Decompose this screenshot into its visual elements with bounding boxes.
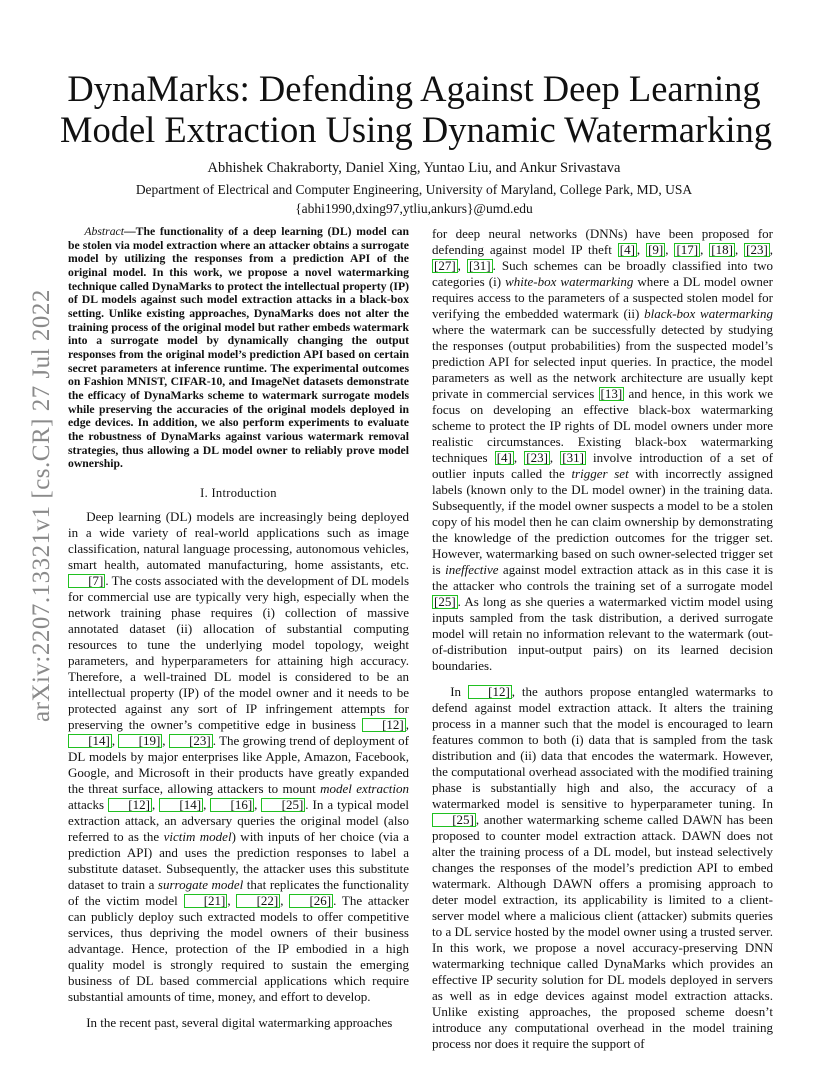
citation-link[interactable]: [14] (159, 798, 203, 812)
citation-link[interactable]: [14] (68, 734, 112, 748)
text-run: . The costs associated with the development of DL models for commercial use are typically very high, especially when the network training phase requires (i) collection of massive annotated dataset (ii) allocation of substantial computing resources to tune the underlying model topology, weight parameters, and hyperparameters for attaining high accuracy. Therefore, a well-trained DL model is considered to be an intellectual property (IP) of the model owner and it needs to be protected against any sort of IP infringement attempts for preserving the owner’s competitive edge in business (68, 572, 409, 732)
citation-link[interactable]: [7] (68, 574, 105, 588)
text-run: . The attacker can publicly deploy such extracted models to offer competitive services, thus depriving the model owners of their business advantage. Hence, protection of the IP embodied in a high quality model is strongly required to sustain the emerging business of DL based commercial applications which require substantial amounts of time, money, and effort to develop. (68, 892, 410, 1004)
title-line-2: Model Extraction Using Dynamic Watermarking (60, 109, 773, 150)
text-run: and hence, in this work we focus on developing an effective black-box watermarking scheme to protect the IP rights of DL model owners under more realistic circumstances. Existing black-box watermarking techniques (432, 386, 773, 465)
title-line-1: DynaMarks: Defending Against Deep Learning (67, 68, 761, 109)
text-run: . As long as she queries a watermarked victim model using inputs sampled from the task distribution, a derived surrogate model will retain no information relevant to the watermark (out-of-distribution input-output pairs) on its learned decision boundaries. (432, 594, 773, 673)
citation-link[interactable]: [25] (432, 813, 476, 827)
text-run: , the authors propose entangled watermarks to defend against model extraction attack. It alters the training process in a manner such that the model is encouraged to learn features common to both (i) data that is sampled from the task distribution and (ii) data that encodes the watermark. However, the computational overhead associated with the modified training phase is substantially high and also, the accuracy of a watermarked model is sensitive to hyperparameter tuning. In (432, 684, 773, 811)
emails: {abhi1990,dxing97,ytliu,ankurs}@umd.edu (295, 201, 533, 216)
citation-link[interactable]: [22] (236, 894, 280, 908)
section-heading: I. Introduction (200, 485, 277, 500)
citation-link[interactable]: [26] (289, 894, 333, 908)
citation-link[interactable]: [31] (562, 450, 584, 465)
right-column (432, 226, 773, 1052)
citation-link[interactable]: [23] (526, 450, 548, 465)
citation-link[interactable]: [9] (648, 242, 664, 257)
citation-link[interactable]: [12] (468, 685, 512, 699)
left-column (68, 225, 409, 1031)
text-run: ) with inputs of her choice (via a prediction API) and uses the prediction responses to label a substitute dataset. Subsequently, the attacker uses this substitute dataset to train a (68, 828, 409, 892)
citation-link[interactable]: [23] (169, 734, 213, 748)
text-run: against model extraction attack as in this case it is the attacker who controls the training set of a surrogate model (432, 562, 774, 593)
citation-link[interactable]: [17] (676, 242, 699, 257)
abstract-text: —The functionality of a deep learning (DL) model can be stolen via model extraction where an attacker obtains a surrogate model by utilizing the responses from a prediction API of the original model. In this work, we propose a novel watermarking technique called DynaMarks to protect the intellectual property (IP) of DL models against such model extraction attacks in a black-box setting. Unlike existing approaches, DynaMarks does not alter the training process of the original model but rather embeds watermark into a surrogate model by dynamically changing the output responses from the original model’s prediction API based on certain secret parameters at inference runtime. The experimental outcomes on Fashion MNIST, CIFAR-10, and ImageNet datasets demonstrate the efficacy of DynaMarks scheme to watermark surrogate models while preserving the accuracies of the original models deployed in edge devices. In addition, we also perform experiments to evaluate the robustness of DynaMarks against various watermark removal strategies, thus allowing a DL model owner to reliably prove model ownership. (68, 225, 409, 471)
citation-link[interactable]: [31] (468, 258, 491, 273)
citation-link[interactable]: [16] (210, 798, 254, 812)
text-run: with incorrectly assigned labels (known only to the DL model owner) in the training data. Subsequently, if the model owner suspects a model to be a stolen copy of his model then he can claim ownership by demonstrating the knowledge of the prediction outcomes for the trigger set. However, watermarking based on such owner-selected trigger set is (432, 466, 773, 577)
citation-link[interactable]: [27] (434, 258, 456, 273)
citation-link[interactable]: [4] (496, 450, 512, 465)
citation-link[interactable]: [12] (108, 798, 152, 812)
citation-link[interactable]: [23] (746, 242, 768, 257)
right-paragraph-1: for deep neural networks (DNNs) have been proposed for defending against model IP theft [4] , [9] , [17] , [18] , [23] , [27] , [31] . Such schemes can be broadly classified into two categories (i) white-box watermarking where a DL model owner requires access to the parameters of a suspected stolen model for verifying the embedded watermark (ii) black-box watermarking where the watermark can be successfully detected by studying the responses (output probabilities) from the suspected model’s prediction API for selected input queries. In practice, the model parameters as well as the network architecture are usually kept private in commercial services [13] and hence, in this work we focus on developing an effective black-box watermarking scheme to protect the IP rights of DL model owners under more realistic circumstances. Existing black-box watermarking techniques [4] , [23] , [31] involve introduction of a set of outlier inputs called the trigger set with incorrectly assigned labels (known only to the DL model owner) in the training data. Subsequently, if the model owner suspects a model to be a stolen copy of his model then he can claim ownership by demonstrating the knowledge of the prediction outcomes for the trigger set. However, watermarking based on such owner-selected trigger set is ineffective against model extraction attack as in this case it is the attacker who controls the training set of a surrogate model [25] . As long as she queries a watermarked victim model using inputs sampled from the task distribution, a derived surrogate model will retain no information relevant to the watermark (out-of-distribution input-output pairs) on its learned decision boundaries. (432, 226, 774, 673)
citation-link[interactable]: [25] (261, 798, 305, 812)
text-run: where a DL model owner requires access to the parameters of a suspected stolen model for verifying the embedded watermark (ii) (432, 274, 773, 321)
emphasis: surrogate model (157, 876, 244, 892)
citation-link[interactable]: [19] (118, 734, 162, 748)
intro-paragraph-1: Deep learning (DL) models are increasingly being deployed in a wide variety of real-world applications such as image classification, natural language processing, autonomous vehicles, smart health, automated manufacturing, home assistants, etc. [7] . The costs associated with the development of DL models for commercial use are typically very high, especially when the network training phase requires (i) collection of massive annotated dataset (ii) allocation of substantial computing resources to tune the underlying model topology, weight parameters, and hyperparameters for attaining high accuracy. Therefore, a well-trained DL model is considered to be an intellectual property (IP) of the model owner and it needs to be protected against any sort of IP infringement attempts for preserving the owner’s competitive edge in business [12] , [14] , [19] , [23] . The growing trend of deployment of DL models by major enterprises like Apple, Amazon, Facebook, Google, and Microsoft in their products have greatly expanded the threat surface, allowing attackers to mount model extraction attacks [12] , [14] , [16] , [25] . In a typical model extraction attack, an adversary queries the original model (also referred to as the victim model) with inputs of her choice (via a prediction API) and uses the prediction responses to label a substitute dataset. Subsequently, the attacker uses this substitute dataset to train a surrogate model that replicates the functionality of the victim model [21] , [22] , [26] . The attacker can publicly deploy such extracted models to offer competitive services, thus depriving the model owners of their business advantage. Hence, protection of the IP embodied in a high quality model is strongly required to sustain the emerging business of DL based commercial applications which require substantial amounts of time, money, and effort to develop. (68, 508, 410, 1004)
citation-link[interactable]: [12] (362, 718, 406, 732)
arxiv-identifier: arXiv:2207.13321v1 [cs.CR] 27 Jul 2022 (28, 289, 55, 722)
text-run: for deep neural networks (DNNs) have been proposed for defending against model IP theft (432, 226, 773, 257)
citation-link[interactable]: [4] (619, 242, 635, 257)
citation-link[interactable]: [21] (184, 894, 228, 908)
citation-link[interactable]: [18] (711, 242, 733, 257)
text-run: . The growing trend of deployment of DL models by major enterprises like Apple, Amazon, Facebook, Google, and Microsoft in their products have greatly expanded the threat surface, allowing attackers to mount (68, 732, 409, 796)
authors: Abhishek Chakraborty, Daniel Xing, Yuntao Liu, and Ankur Srivastava (207, 160, 621, 176)
emphasis: ineffective (445, 562, 499, 577)
paper-title (60, 68, 773, 150)
text-run: In (450, 684, 468, 699)
text-run: where the watermark can be successfully detected by studying the responses (output probabilities) from the suspected model’s prediction API for selected input queries. In practice, the model parameters as well as the network architecture are usually kept private in commercial services (432, 322, 773, 401)
text-run: attacks (68, 796, 109, 812)
text-run: that replicates the functionality of the victim model (68, 876, 409, 908)
right-paragraph-2 (432, 684, 773, 1052)
emphasis: black-box watermarking (644, 306, 773, 321)
text-run: . In a typical model extraction attack, an adversary queries the original model (also referred to as the (68, 796, 409, 844)
emphasis: trigger set (571, 466, 629, 481)
citation-link[interactable]: [25] (434, 594, 456, 609)
emphasis: white-box watermarking (505, 274, 634, 289)
text-run: , another watermarking scheme called DAWN has been proposed to counter model extraction attack. DAWN does not alter the training process of a DL model, but instead selectively changes the responses of the model’s prediction API to embed watermark. Although DAWN offers a promising approach to deter model extraction, its applicability is limited to a client-server model where a malicious client (attacker) submits queries to a DL service hosted by the model owner using a trusted server. In this work, we propose a novel accuracy-preserving DNN watermarking technique called DynaMarks which provides an effective IP security solution for DL models deployed in servers as well as in edge devices against model extraction attacks. Unlike existing approaches, the proposed scheme doesn’t introduce any computational overhead in the model training process nor does it require the support of (432, 812, 773, 1051)
affiliation-block (60, 180, 768, 218)
emphasis: model extraction (320, 780, 409, 796)
emphasis: victim model (163, 828, 232, 844)
affiliation: Department of Electrical and Computer Engineering, University of Maryland, College Park, MD, USA (135, 182, 693, 197)
abstract-label: Abstract (84, 225, 124, 238)
text-run: . Such schemes can be broadly classified into two categories (i) (432, 258, 773, 289)
text-run: Deep learning (DL) models are increasingly being deployed in a wide variety of real-world applications such as image classification, natural language processing, autonomous vehicles, smart health, automated manufacturing, home assistants, etc. (68, 508, 409, 572)
citation-link[interactable]: [13] (600, 386, 623, 401)
text-run: involve introduction of a set of outlier inputs called the (432, 450, 773, 481)
abstract (68, 225, 409, 471)
intro-paragraph-2: In the recent past, several digital watermarking approaches (86, 1014, 393, 1030)
